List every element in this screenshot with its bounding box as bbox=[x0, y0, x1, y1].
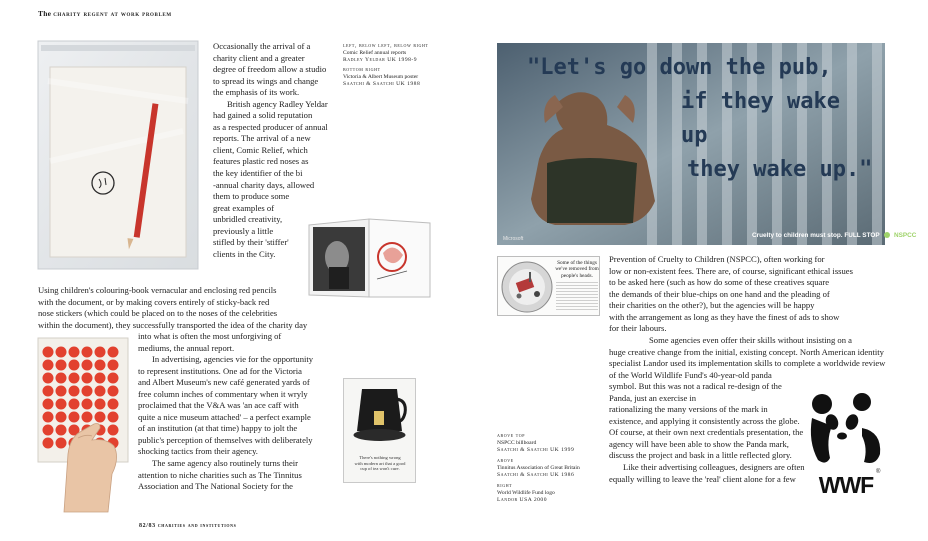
text-line: the emphasis of its work. bbox=[213, 87, 300, 98]
caption-comic-relief bbox=[343, 43, 458, 64]
text-line: reports. The arrival of a new bbox=[213, 133, 311, 144]
text-line: into what is often the most unforgiving of bbox=[138, 331, 282, 341]
text-line: shocking tactics from their agency. bbox=[138, 446, 258, 457]
caption-title: Tinnitus Association of Great Britain bbox=[497, 465, 580, 471]
caption-credit: Saatchi & Saatchi UK 1999 bbox=[497, 447, 575, 453]
text-line: to be asked here (such as how do some of these creatives square bbox=[609, 277, 830, 288]
text-line: discuss the project and bask in a little reflected glory. bbox=[609, 450, 792, 461]
sticker-sheet-svg bbox=[34, 334, 134, 512]
headline-line: "Let's go down the pub, bbox=[527, 55, 832, 80]
text-line: with the arrangement as long as they have the finest of ads to show bbox=[609, 311, 840, 322]
caption-credit: Radley Yeldar UK 1998-9 bbox=[343, 57, 418, 63]
tinnitus-body bbox=[556, 282, 598, 312]
va-line: cup of tea won't cure. bbox=[360, 466, 400, 472]
caption-title: World Wildlife Fund logo bbox=[497, 490, 555, 496]
text-line: clients in the City. bbox=[213, 248, 276, 259]
text-line: to represent institutions. One ad for the Victoria bbox=[138, 365, 302, 376]
left-wide-text bbox=[38, 285, 358, 331]
comic-relief-pack-image bbox=[38, 41, 198, 269]
text-line: equally willing to leave the 'real' client alone for a few bbox=[609, 473, 796, 484]
running-head-prefix: The bbox=[38, 9, 52, 18]
text-line: agency will have been able to show the Panda mark, bbox=[609, 438, 789, 449]
text-line: attention to niche charities such as The Tinnitus bbox=[138, 469, 302, 480]
tinnitus-ad-image bbox=[497, 256, 600, 316]
text-line: proclaimed that the V&A was 'an ace caff with bbox=[138, 400, 299, 411]
text-line: the key identifier of the bi bbox=[213, 168, 303, 179]
caption-label: above bbox=[497, 458, 514, 464]
wwf-reg-mark: ® bbox=[876, 469, 881, 475]
folio-pages: 82/83 bbox=[139, 523, 156, 529]
running-head-title: charity regent at work problem bbox=[53, 9, 172, 18]
teacup-svg bbox=[344, 383, 415, 453]
caption-va-poster bbox=[343, 67, 458, 88]
text-line: the demands of their blue-chips on one hand and the pleading of bbox=[609, 288, 830, 299]
text-line: with the document, or by making covers entirely of sticky-back red bbox=[38, 296, 270, 307]
left-lower-text bbox=[138, 331, 338, 493]
text-line: them to produce some bbox=[213, 191, 290, 202]
text-line: previously a little bbox=[213, 225, 274, 236]
nspcc-strap bbox=[752, 232, 916, 239]
caption-tinnitus bbox=[497, 458, 597, 479]
text-line: within the document), they successfully transported the idea of the charity day bbox=[38, 319, 308, 330]
text-line: features plastic red noses as bbox=[213, 156, 309, 167]
text-line: Using children's colouring-book vernacular and enclosing red pencils bbox=[38, 285, 277, 295]
caption-credit: Saatchi & Saatchi UK 1986 bbox=[497, 472, 575, 478]
folio bbox=[139, 523, 249, 530]
caption-title: NSPCC billboard bbox=[497, 440, 537, 446]
text-line: Prevention of Cruelty to Children (NSPCC), often working for bbox=[609, 254, 825, 264]
text-line: of an institution (at that time) happy to jolt the bbox=[138, 423, 298, 434]
headline-line: if they wake up bbox=[681, 89, 840, 148]
tinnitus-headline: Some of the things we've removed from people's heads. bbox=[555, 260, 599, 279]
text-line: client, Comic Relief, which bbox=[213, 144, 308, 155]
text-line: In advertising, agencies vie for the opportunity bbox=[152, 354, 314, 365]
text-line: symbol. But this was not a radical re-design of the bbox=[609, 381, 782, 392]
caption-credit: Landor USA 2000 bbox=[497, 497, 548, 503]
va-poster-image bbox=[343, 378, 416, 483]
text-line: Panda, just an exercise in bbox=[609, 392, 697, 403]
text-line: British agency Radley Yeldar bbox=[227, 98, 328, 109]
comic-relief-pack-svg bbox=[38, 41, 198, 269]
text-line: to spread its wings and change bbox=[213, 75, 319, 86]
text-line: mediums, the annual report. bbox=[138, 342, 235, 353]
microsoft-mark: Microsoft bbox=[503, 236, 524, 242]
text-line: unbridled creativity, bbox=[213, 214, 283, 225]
caption-wwf bbox=[497, 483, 597, 504]
text-line: of the World Wildlife Fund's 40-year-old panda bbox=[609, 369, 772, 380]
caption-title: Victoria & Albert Museum poster bbox=[343, 74, 419, 80]
folio-section: charities and institutions bbox=[157, 523, 237, 529]
right-top-text bbox=[609, 254, 889, 335]
text-line: huge creative change from the initial, existing concept. North American identity bbox=[609, 346, 884, 357]
text-line: for their labours. bbox=[609, 323, 667, 334]
tinnitus-plate-svg bbox=[499, 258, 555, 316]
text-line: The same agency also routinely turns their bbox=[152, 458, 299, 469]
text-line: public's perception of themselves with deliberately bbox=[138, 434, 313, 445]
text-line: nose stickers (which could be placed on to the noses of the celebrities bbox=[38, 308, 278, 319]
text-line: free column inches of commentary when it wryly bbox=[138, 388, 308, 399]
va-poster-copy bbox=[350, 455, 410, 472]
text-line: -annual charity days, allowed bbox=[213, 179, 315, 190]
caption-credit: Saatchi & Saatchi UK 1988 bbox=[343, 81, 421, 87]
panda-icon bbox=[806, 392, 886, 470]
caption-title: Comic Relief annual reports bbox=[343, 50, 407, 56]
text-line: quite a nice museum attached' – a perfect example bbox=[138, 411, 311, 422]
caption-label: left, below left, below right bbox=[343, 43, 429, 49]
text-line: Some agencies even offer their skills without insisting on a bbox=[649, 335, 852, 345]
text-line: Of course, at their own next credentials presentation, the bbox=[609, 427, 804, 438]
text-line: stifled by their 'stiffer' bbox=[213, 237, 289, 248]
red-nose-sticker-sheet-image bbox=[34, 334, 134, 512]
text-line: specialist Landor used its implementation skills to complete a worldwide review bbox=[609, 358, 886, 369]
headline-line: they wake up." bbox=[687, 157, 873, 182]
text-line: charity client and a greater bbox=[213, 52, 305, 63]
nspcc-headline bbox=[519, 51, 879, 187]
text-line: existence, and applying it consistently across the globe. bbox=[609, 415, 800, 426]
wwf-text: WWF bbox=[818, 472, 874, 498]
caption-label: right bbox=[497, 483, 513, 489]
text-line: Occasionally the arrival of a bbox=[213, 41, 311, 51]
caption-label: bottom right bbox=[343, 67, 381, 73]
strap-text: Cruelty to children must stop. FULL STOP bbox=[752, 232, 880, 239]
text-line: great examples of bbox=[213, 202, 275, 213]
caption-nspcc bbox=[497, 433, 597, 454]
text-line: their charities on the other?), but the agencies will be happy bbox=[609, 300, 815, 311]
text-line: Like their advertising colleagues, designers are often bbox=[623, 462, 805, 473]
nspcc-billboard-image bbox=[497, 43, 917, 245]
va-line: There's nothing wrong bbox=[359, 455, 401, 460]
text-line: low or non-existent fees. There are, of course, significant ethical issues bbox=[609, 265, 853, 276]
caption-label: above top bbox=[497, 433, 526, 439]
text-line: as a respected producer of annual bbox=[213, 121, 328, 132]
running-head bbox=[38, 9, 172, 18]
va-line: with modern art that a good bbox=[354, 460, 406, 466]
text-line: had gained a solid reputation bbox=[213, 110, 313, 121]
nspcc-logo-icon bbox=[884, 232, 890, 238]
nspcc-logo-text: NSPCC bbox=[894, 232, 917, 239]
text-line: and Albert Museum's new café generated yards of bbox=[138, 377, 310, 388]
wwf-logo bbox=[806, 392, 886, 500]
text-line: Association and The National Society for the bbox=[138, 481, 293, 492]
text-line: rationalizing the many versions of the mark in bbox=[609, 404, 768, 415]
text-line: degree of freedom allow a studio bbox=[213, 64, 327, 75]
